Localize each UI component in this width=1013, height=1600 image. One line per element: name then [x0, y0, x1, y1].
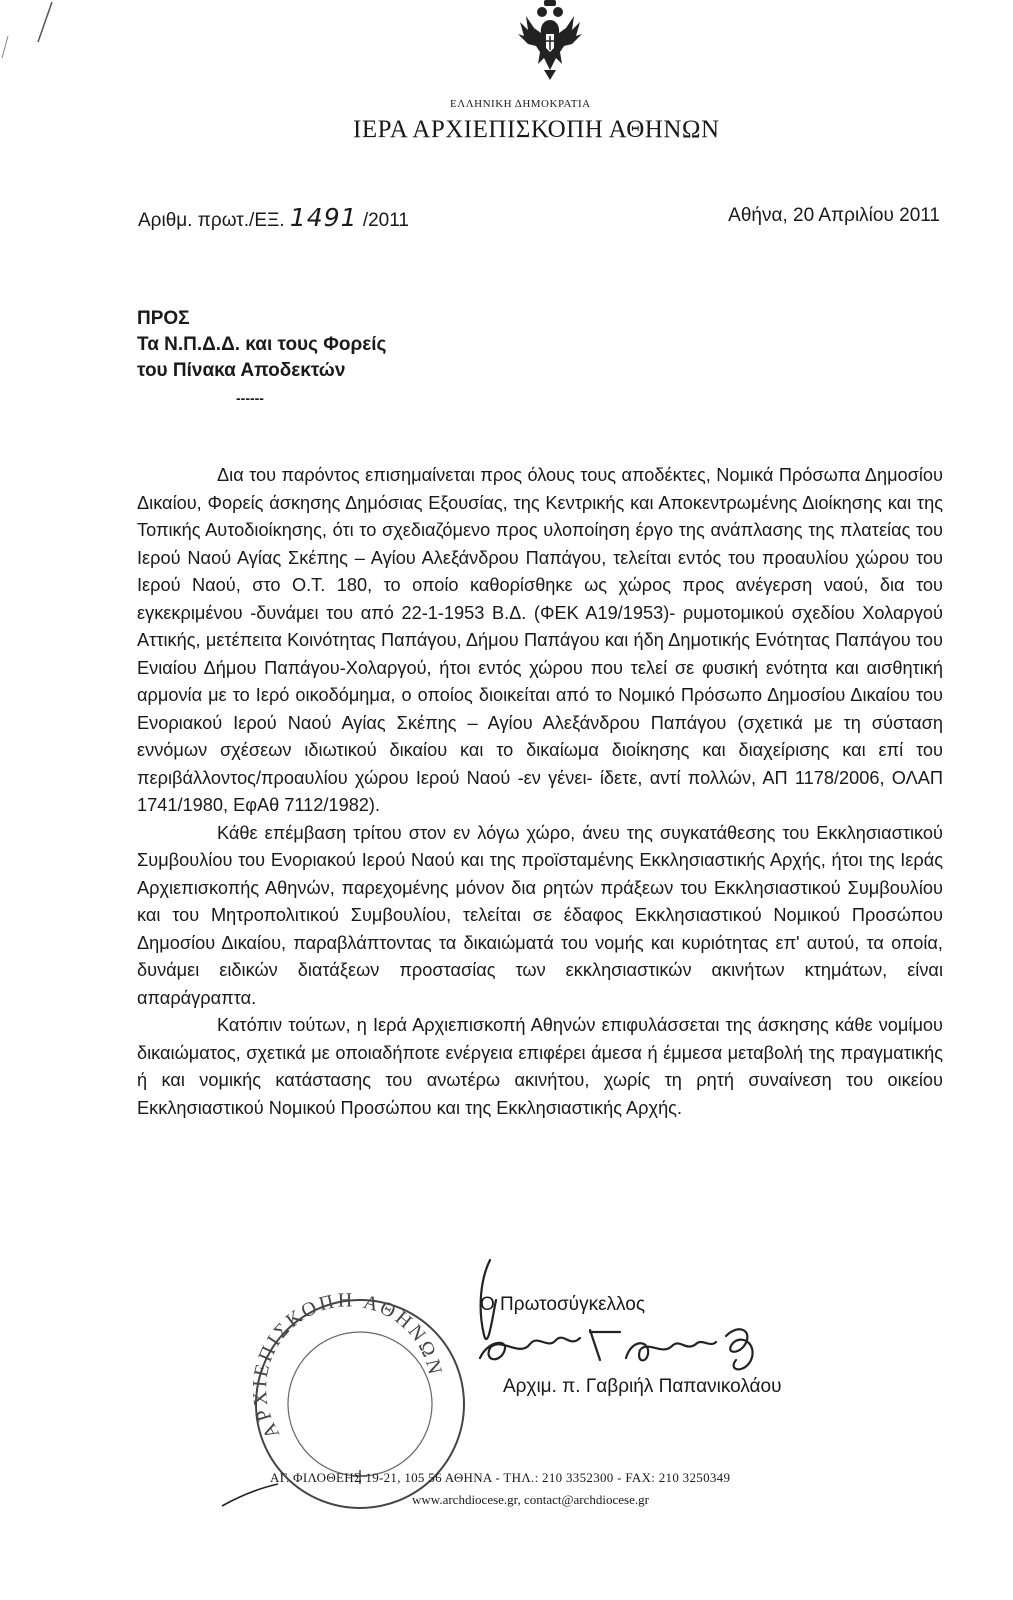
- signatory-title: Ο Πρωτοσύγκελλος: [480, 1294, 645, 1315]
- reference-prefix: Αριθμ. πρωτ./ΕΞ.: [138, 210, 285, 231]
- body-paragraph-2: Κάθε επέμβαση τρίτου στον εν λόγω χώρο, άνευ της συγκατάθεσης του Εκκλησιαστικού Συμβουλίου του Ενοριακού Ιερού Ναού και της προϊσταμένης Εκκλησιαστικής Αρχής, ήτοι της Ιεράς Αρχιεπισκοπής Αθηνών, παρεχομένης μόνον δια ρητών πράξεων του Εκκλησιαστικού Συμβουλίου και του Μητροπολιτικού Συμβουλίου, τελείται σε έδαφος Εκκλησιαστικού Νομικού Προσώπου Δημοσίου Δικαίου, παραβλάπτοντας τα δικαιώματά του νομής και κυριότητας επ' αυτού, τα οποία, δυνάμει ειδικών διατάξεων προστασίας των εκκλησιαστικών ακινήτων κτημάτων, είναι απαράγραπτα.: [137, 822, 943, 1008]
- reference-handwritten-number: 1491: [289, 203, 358, 232]
- recipients-block: [137, 306, 386, 384]
- body-paragraph-3: Κατόπιν τούτων, η Ιερά Αρχιεπισκοπή Αθηνών επιφυλάσσεται της άσκησης κάθε νομίμου δικαιώματος, σχετικά με οποιαδήποτε ενέργεια επιφέρει άμεσα ή έμμεσα μεταβολή της πραγματικής ή και νομικής κατάστασης του ανωτέρω ακινήτου, χωρίς τη ρητή συναίνεση του οικείου Εκκλησιαστικού Νομικού Προσώπου και της Εκκλησιαστικής Αρχής.: [137, 1015, 943, 1118]
- recipients-line-2: του Πίνακα Αποδεκτών: [137, 360, 346, 381]
- recipients-separator: ------: [236, 390, 264, 406]
- reference-number: [138, 203, 409, 232]
- body-paragraph-1: Δια του παρόντος επισημαίνεται προς όλους τους αποδέκτες, Νομικά Πρόσωπα Δημοσίου Δικαίου, Φορείς άσκησης Δημόσιας Εξουσίας, της Κεντρικής και Αποκεντρωμένης Διοίκησης και της Τοπικής Αυτοδιοίκησης, ότι το σχεδιαζόμενο προς υλοποίηση έργο της ανάπλασης της πλατείας του Ιερού Ναού Αγίας Σκέπης – Αγίου Αλεξάνδρου Παπάγου, τελείται εντός του προαυλίου χώρου του Ιερού Ναού, στο Ο.Τ. 180, το οποίο καθορίσθηκε ως χώρος προς ανέγερση ναού, δια του εγκεκριμένου -δυνάμει του από 22-1-1953 Β.Δ. (ΦΕΚ Α19/1953)- ρυμοτομικού σχεδίου Χολαργού Αττικής, μετέπειτα Κοινότητας Παπάγου, Δήμου Παπάγου και ήδη Δημοτικής Ενότητας Παπάγου του Ενιαίου Δήμου Παπάγου-Χολαργού, ήτοι εντός χώρου που τελεί σε φυσική ενότητα και αισθητική αρμονία με το Ιερό οικοδόμημα, ο οποίος διοικείται από το Νομικό Πρόσωπο Δημοσίου Δικαίου του Ενοριακού Ιερού Ναού Αγίας Σκέπης – Αγίου Αλεξάνδρου Παπάγου (σχετικά με τη σύσταση εννόμων σχέσεων ιδιωτικού δικαίου και το δικαίωμα διοίκησης και διαχείρισης και επί του περιβάλλοντος/προαυλίου χώρου Ιερού Ναού -εν γένει- ίδετε, αντί πολλών, ΑΠ 1178/2006, ΟΛΑΠ 1741/1980, ΕφΑθ 7112/1982).: [137, 465, 943, 815]
- reference-suffix: /2011: [362, 210, 409, 231]
- signatory-name: Αρχιμ. π. Γαβριήλ Παπανικολάου: [503, 1376, 782, 1397]
- recipients-heading: ΠΡΟΣ: [137, 308, 190, 329]
- footer-address: ΑΓ. ΦΙΛΟΘΕΗΣ 19-21, 105 56 ΑΘΗΝΑ - ΤΗΛ.: 210 3352300 - FAX: 210 3250349: [270, 1470, 731, 1485]
- organization-name: ΙΕΡΑ ΑΡΧΙΕΠΙΣΚΟΠΗ ΑΘΗΝΩΝ: [353, 116, 720, 143]
- footer-website: www.archdiocese.gr, contact@archdiocese.gr: [412, 1492, 649, 1507]
- letter-date: Αθήνα, 20 Απριλίου 2011: [728, 205, 940, 226]
- letter-body: [137, 462, 943, 1122]
- scan-mark-lines: [0, 0, 70, 80]
- svg-text:ΑΡΧΙΕΠΙΣΚΟΠΗ ΑΘΗΝΩΝ: ΑΡΧΙΕΠΙΣΚΟΠΗ ΑΘΗΝΩΝ: [248, 1289, 447, 1443]
- country-name: ΕΛΛΗΝΙΚΗ ΔΗΜΟΚΡΑΤΙΑ: [450, 98, 591, 110]
- double-headed-eagle-icon: [514, 0, 586, 82]
- recipients-line-1: Τα Ν.Π.Δ.Δ. και τους Φορείς: [137, 334, 387, 355]
